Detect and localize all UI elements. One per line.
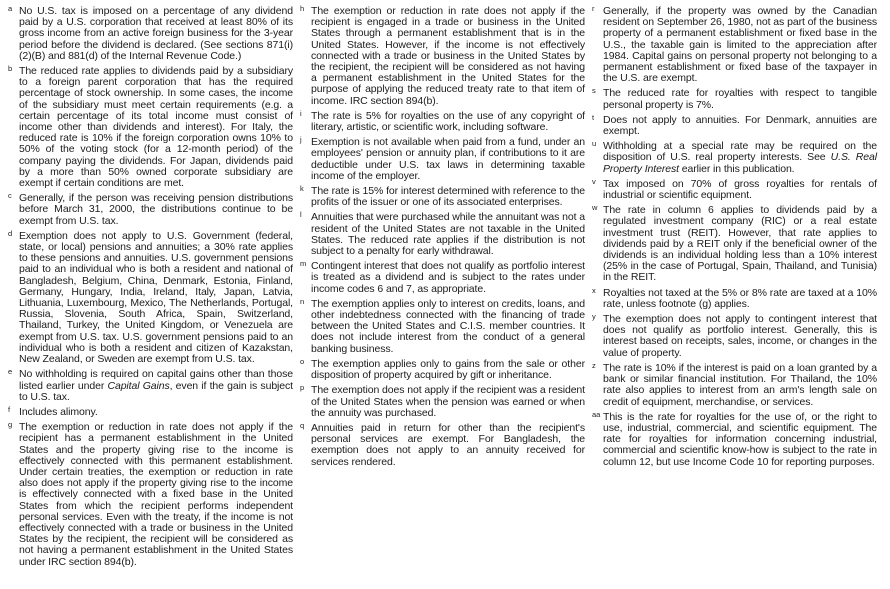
footnote-marker: t	[592, 112, 595, 122]
footnote-p	[300, 385, 585, 419]
footnote-aa	[592, 409, 877, 468]
footnote-b	[8, 66, 293, 189]
footnote-marker: b	[8, 64, 13, 74]
footnote-marker: n	[300, 296, 305, 306]
footnote-column-1	[8, 6, 293, 572]
footnote-m	[300, 261, 585, 295]
footnote-d	[8, 228, 293, 366]
footnote-text: This is the rate for royalties for the use of, or the right to use, industrial, commercial, and scientific equipment. The rate for royalties for information concerning industrial, commercial and scientific know-how is subject to the rate in column 12, but use Income Code 10 for reporting purposes.	[603, 410, 877, 468]
footnote-marker: u	[592, 139, 597, 149]
footnote-g	[8, 422, 293, 568]
footnote-text: Annuities paid in return for other than the recipient's personal services are exempt. For Bangladesh, the exemption does not apply to an annuity received for services rendered.	[311, 421, 585, 468]
footnote-marker: w	[592, 203, 598, 213]
footnote-h	[300, 6, 585, 107]
footnote-text: Tax imposed on 70% of gross royalties for rentals of industrial or scientific equipment.	[603, 177, 877, 202]
footnote-v	[592, 176, 877, 202]
footnote-marker: m	[300, 259, 307, 269]
footnote-q	[300, 420, 585, 468]
footnote-marker: v	[592, 176, 596, 186]
footnote-i	[300, 108, 585, 134]
footnote-y	[592, 314, 877, 359]
footnote-x	[592, 285, 877, 310]
footnote-text: The exemption or reduction in rate does not apply if the recipient is engaged in a trade or business in the United States through a permanent establishment that is in the United States. However, if the income is not effectively connected with a trade or business in the United States by the recipient, the recipient will be considered as not having a permanent establishment in the United States for the purpose of applying the reduced treaty rate to that item of income. IRC section 894(b).	[311, 5, 585, 107]
footnote-k	[300, 186, 585, 208]
footnote-j	[300, 137, 585, 182]
footnote-text: The reduced rate for royalties with respect to tangible personal property is 7%.	[603, 87, 877, 111]
footnote-text: Does not apply to annuities. For Denmark, annuities are exempt.	[603, 113, 877, 138]
footnote-text: Royalties not taxed at the 5% or 8% rate are taxed at a 10% rate, unless footnote (g) applies.	[603, 286, 877, 310]
footnote-text: The rate is 15% for interest determined with reference to the profits of the issuer or one of its associated enterprises.	[311, 185, 585, 209]
footnote-text: The rate in column 6 applies to dividends paid by a regulated investment company (RIC) or a real estate investment trust (REIT). However, that rate applies to dividends paid by a REIT only if the beneficial owner of the dividends is an individual holding less than a 10% interest (25% in the case of Portugal, Spain, Thailand, and Tunisia) in the REIT.	[603, 204, 877, 284]
footnote-c	[8, 193, 293, 227]
footnote-u	[592, 141, 877, 175]
footnote-r	[592, 6, 877, 84]
footnote-f	[8, 404, 293, 418]
footnote-n	[300, 296, 585, 355]
footnote-marker: i	[300, 108, 302, 118]
footnote-marker: r	[592, 4, 595, 13]
footnote-marker: f	[8, 404, 11, 414]
footnote-column-2	[300, 6, 585, 472]
footnote-t	[592, 112, 877, 138]
footnote-text: Annuities that were purchased while the annuitant was not a resident of the United States are not taxable in the United States. The reduced rate applies if the distribution is not subject to a penalty for early withdrawal.	[311, 211, 585, 258]
footnote-text: The exemption applies only to interest on credits, loans, and other indebtedness connected with the financing of trade between the United States and C.I.S. member countries. It does not include interest from the conduct of a general banking business.	[311, 297, 585, 355]
footnote-l	[300, 212, 585, 257]
footnote-marker: o	[300, 356, 305, 366]
footnote-text: Exemption does not apply to U.S. Government (federal, state, or local) pensions and annuities; a 30% rate applies to these pensions and annuities. U.S. government pensions paid to an individual who is both a resident and national of Bangladesh, Belgium, China, Denmark, Estonia, Finland, Germany, Hungary, India, Ireland, Italy, Japan, Latvia, Lithuania, Luxembourg, Mexico, The Netherlands, Portugal, Russia, Slovenia, South Africa, Spain, Switzerland, Thailand, Turkey, the United Kingdom, or Venezuela are exempt from U.S. tax. U.S. government pensions paid to an individual who is both a resident and citizen of Kazakstan, New Zealand, or Sweden are exempt from U.S. tax.	[19, 229, 293, 366]
footnote-text: Generally, if the property was owned by the Canadian resident on September 26, 1980, not as part of the business property of a permanent establishment or fixed base in the U.S., the taxable gain is limited to the appreciation after 1984. Capital gains on personal property not belonging to a permanent establishment or fixed base of the taxpayer in the U.S. are exempt.	[603, 5, 877, 85]
footnote-marker: e	[8, 367, 13, 377]
footnote-marker: q	[300, 420, 305, 430]
footnote-text: The exemption does not apply if the recipient was a resident of the United States when the pension was earned or when the annuity was purchased.	[311, 384, 585, 419]
footnote-columns	[8, 6, 880, 572]
footnote-text: No U.S. tax is imposed on a percentage of any dividend paid by a U.S. corporation that received at least 80% of its gross income from an active foreign business for the 3-year period before the dividend is declared. (See sections 871(i)(2)(B) and 881(d) of the Internal Revenue Code.)	[19, 5, 293, 62]
footnote-marker: j	[300, 135, 302, 145]
footnote-a	[8, 6, 293, 62]
footnote-marker: y	[592, 312, 596, 322]
footnote-marker: c	[8, 191, 12, 201]
footnote-text: The exemption or reduction in rate does not apply if the recipient has a permanent establishment in the United States and the property giving rise to the income is effectively connected with this permanent establishment. Under certain treaties, the exemption or reduction in rate also does not apply if the property giving rise to the income is effectively connected with a fixed base in the United States from which the recipient performs independent personal services. Even with the treaty, if the income is not effectively connected with a trade or business in the United States by the recipient, the recipient will be considered as not having a permanent establishment in the United States under IRC section 894(b).	[19, 421, 293, 568]
footnote-text: Withholding at a special rate may be required on the disposition of U.S. real property interests. See U.S. Real Property Interest earlier in this publication.	[603, 140, 877, 175]
footnote-marker: h	[300, 4, 305, 13]
footnote-text: The rate is 5% for royalties on the use of any copyright of literary, artistic, or scientific work, including software.	[311, 109, 585, 134]
footnote-marker: s	[592, 86, 596, 96]
footnote-marker: a	[8, 4, 13, 13]
footnote-text: Exemption is not available when paid from a fund, under an employees' pension or annuity plan, if contributions to it are deductible under U.S. tax laws in determining taxable income of the employer.	[311, 136, 585, 182]
footnote-o	[300, 356, 585, 382]
footnote-text: The rate is 10% if the interest is paid on a loan granted by a bank or similar financial institution. For Thailand, the 10% rate also applies to interest from an arm's length sale on credit of equipment, merchandise, or services.	[603, 361, 877, 408]
footnote-text: The reduced rate applies to dividends paid by a subsidiary to a foreign parent corporation that has the required percentage of stock ownership. In some cases, the income of the subsidiary must meet certain requirements (e.g. a certain percentage of its total income must consist of income other than dividends and interest). For Italy, the reduced rate is 10% if the foreign corporation owns 10% to 50% of the voting stock (for a 12-month period) of the company paying the dividends. For Japan, dividends paid by a more than 50% owned corporate subsidiary are exempt if certain conditions are met.	[19, 65, 293, 190]
footnote-w	[592, 205, 877, 283]
footnote-marker: p	[300, 383, 305, 393]
footnote-text: The exemption applies only to gains from the sale or other disposition of property acquired by gift or inheritance.	[311, 357, 585, 382]
footnote-marker: d	[8, 228, 13, 238]
footnote-marker: aa	[592, 409, 601, 419]
footnote-marker: k	[300, 184, 304, 194]
footnote-text: Contingent interest that does not qualify as portfolio interest is treated as a dividend and is subject to the rates under income codes 6 and 7, as appropriate.	[311, 260, 585, 295]
footnote-text: Generally, if the person was receiving pension distributions before March 31, 2000, the distributions continue to be exempt from U.S. tax.	[19, 192, 293, 227]
footnote-e	[8, 369, 293, 403]
footnote-text: No withholding is required on capital gains other than those listed earlier under Capital Gains, even if the gain is subject to U.S. tax.	[19, 368, 293, 403]
footnote-marker: x	[592, 285, 596, 295]
footnote-text: Includes alimony.	[19, 405, 98, 418]
footnote-column-3	[592, 6, 877, 472]
footnote-marker: z	[592, 360, 596, 370]
footnote-marker: l	[300, 210, 302, 220]
footnote-text: The exemption does not apply to contingent interest that does not qualify as portfolio interest. Generally, this is interest based on receipts, sales, income, or changes in the value of property.	[603, 313, 877, 359]
footnote-s	[592, 88, 877, 110]
footnote-z	[592, 360, 877, 408]
footnote-marker: g	[8, 420, 13, 430]
